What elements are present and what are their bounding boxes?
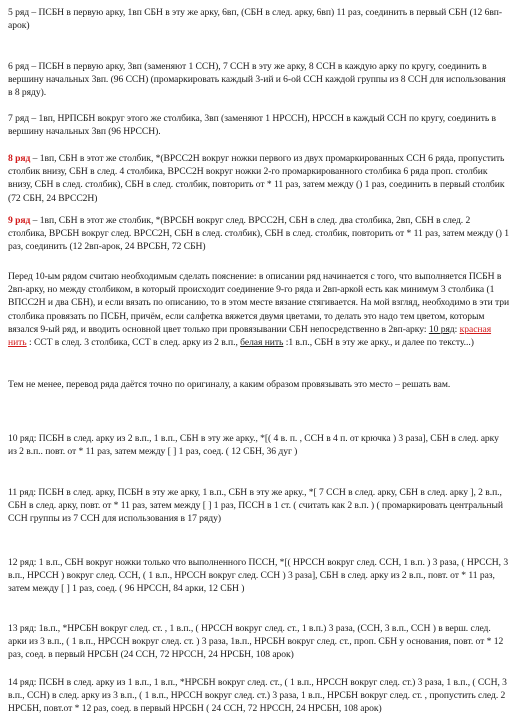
note-white-thread: белая нить bbox=[240, 337, 284, 349]
row-8-label: 8 ряд bbox=[8, 153, 31, 164]
row-8-text: – 1вп, СБН в этот же столбик, *(ВРСС2Н вокруг ножки первого из двух промаркированных ССН 6 ряда, пропустить столбик внизу, СБН в след. 4 столбика, ВРСС2Н вокруг ножки 2-го промаркированного столбика 6 ряда проп. столбик внизу, СБН в след. столбик), СБН в след. столбик, повторить от * 11 раз, затем между () 1 раз, соединить в первый столбик (72 СБН, 24 ВРСС2Н) bbox=[8, 153, 505, 204]
row-7-text: 7 ряд – 1вп, НРПСБН вокруг этого же столбика, 3вп (заменяют 1 НРССН), НРССН в каждый ССН по кругу, соединить в вершину начальных 3вп (96 НРССН). bbox=[8, 113, 497, 138]
note-row-10-ref: 10 ряд bbox=[428, 323, 455, 335]
note-text-c: :1 в.п., СБН в эту же арку., и далее по тексту...) bbox=[283, 337, 474, 349]
row-12-text: 12 ряд: 1 в.п., СБН вокруг ножки только что выполненного ПССН, *[( НРССН вокруг след. ССН, 1 в.п. ) 3 раза, ( НРССН, 3 в.п., НРССН ) вокруг след. ССН, ( 1 в.п., НРССН вокруг след. ССН ) 3 раза], СБН в след. арку из 2 в.п., повт. от * 11 раз, затем между [ ] 1 раз, соед. ( 96 НРССН, 84 арки, 12 СБН ) bbox=[8, 557, 509, 595]
row-8-paragraph bbox=[8, 152, 510, 205]
note-paragraph bbox=[8, 270, 510, 349]
note-text-b: : ССТ в след. 3 столбика, ССТ в след. арку из 2 в.п., bbox=[26, 337, 241, 349]
row-6-text: 6 ряд – ПСБН в первую арку, 3вп (заменяют 1 ССН), 7 ССН в эту же арку, 8 ССН в каждую арку по кругу, соединить в вершину начальных 3вп. (96 ССН) (промаркировать каждый 3-ий и 6-ой ССН каждой группы из 8 ССН для использования в 8 ряду). bbox=[8, 61, 506, 99]
note-colon: : bbox=[454, 323, 460, 335]
note-2-text: Тем не менее, перевод ряда даётся точно по оригиналу, а каким образом провязывать это место – решать вам. bbox=[8, 379, 451, 390]
row-9-label: 9 ряд bbox=[8, 215, 31, 226]
row-11-text: 11 ряд: ПСБН в след. арку, ПСБН в эту же арку, 1 в.п., СБН в эту же арку., *[ 7 ССН в след. арку, СБН в след. арку ], 2 в.п., СБН в след. арку, повт. от * 11 раз, затем между [ ] 1 раз, ПССН в 1 ст. ( считать как 2 в.п. ) ( промаркировать центральный ССН группы из 7 ССН для использования в 17 ряду) bbox=[8, 487, 503, 525]
row-9-text: – 1вп, СБН в этот же столбик, *(ВРСБН вокруг след. ВРСС2Н, СБН в след. два столбика, 2вп, СБН в след. 2 столбика, ВРСБН вокруг след. ВРСС2Н, СБН в след. столбик), СБН в след. столбик, повторить от * 11 раз, затем между () 1 раз, соединить (12 2вп-арок, 24 ВРСБН, 72 СБН) bbox=[8, 215, 510, 253]
row-13-text: 13 ряд: 1в.п., *НРСБН вокруг след. ст. , 1 в.п., ( НРССН вокруг след. ст., 1 в.п.) 3 раза, (ССН, 3 в.п., ССН ) в верш. след. арки из 3 в.п., ( 1 в.п., НРССН вокруг след. ст. ) 3 раза, 1в.п., НРСБН вокруг след. ст., проп. СБН у основания, повт. от * 12 раз, соед. в первый НРСБН (24 ССН, 72 НРССН, 24 НРСБН, 108 арок) bbox=[8, 623, 504, 661]
row-9-paragraph bbox=[8, 214, 510, 254]
row-5-text: 5 ряд – ПСБН в первую арку, 1вп СБН в эту же арку, 6вп, (СБН в след. арку, 6вп) 11 раз, соединить в первый СБН (12 6вп-арок) bbox=[8, 7, 503, 32]
note-text: Перед 10-ым рядом считаю необходимым сделать пояснение: в описании ряд начинается с того, что выполняется ПСБН в 2вп-арку, но между столбиком, в который происходит соединение 9-го ряда и 2вп-аркой есть как минимум 3 столбика (1 ВПСС2Н и два СБН), и если вязать по описанию, то в этом месте вязание стягивается. На мой взгляд, необходимо в эти три столбика провязать по ПСБН, причём, если салфетка вяжется двумя цветами, то делать это надо тем цветом, которым вязался 9-ый ряд, и вводить основной цвет только при провязывании СБН непосредственно в 2вп-арку: bbox=[8, 271, 510, 335]
row-10-text: 10 ряд: ПСБН в след. арку из 2 в.п., 1 в.п., СБН в эту же арку., *[( 4 в. п. , ССН в 4 п. от крючка ) 3 раза], СБН в след. арку из 2 в.п.. повт. от * 11 раз, затем между [ ] 1 раз, соед. ( 12 СБН, 36 дуг ) bbox=[8, 433, 499, 458]
row-14-text: 14 ряд: ПСБН в след. арку из 1 в.п., 1 в.п., *НРСБН вокруг след. ст., ( 1 в.п., НРССН вокруг след. ст.) 3 раза, 1 в.п., ( ССН, 3 в.п., ССН) в след. арку из 3 в.п., ( 1 в.п., НРССН вокруг след. ст.) 3 раза, 1 в.п., НРСБН вокруг след. ст. , пропустить след. 2 НРСБН, повт.от * 12 раз, соед. в первый НРСБН ( 24 ССН, 72 НРССН, 24 НРСБН, 108 арок) bbox=[8, 677, 507, 715]
note-red-thread: красная нить bbox=[8, 323, 492, 349]
